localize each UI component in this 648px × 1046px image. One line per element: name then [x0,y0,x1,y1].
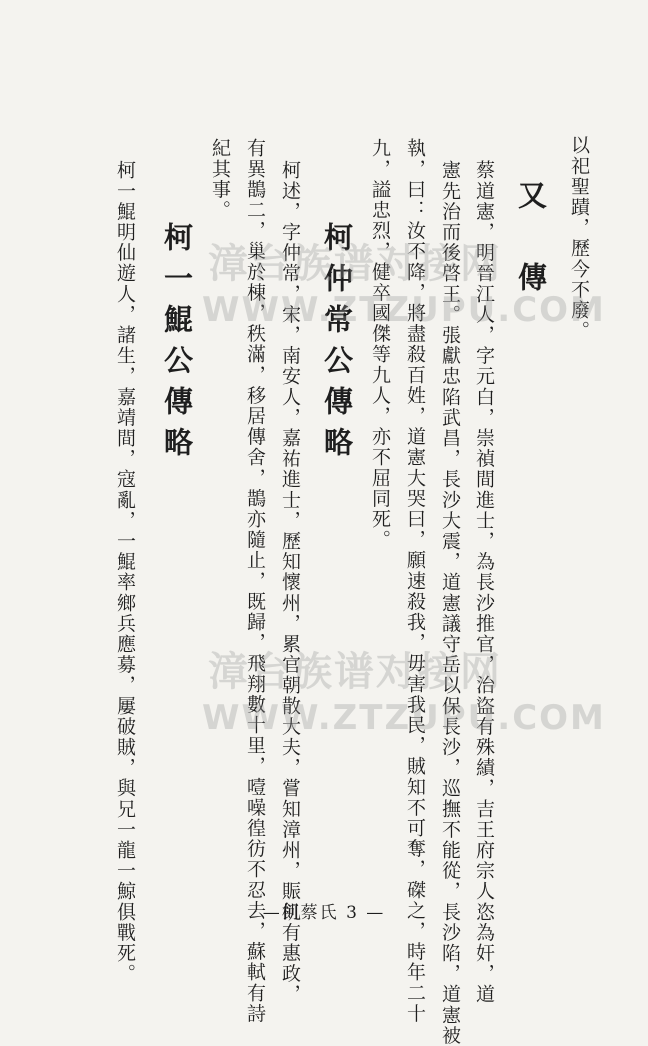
text-column-1: 以祀聖蹟，歷今不廢。 [568,135,590,341]
text-column-10: 紀其事。 [209,138,231,221]
text-column-12: 柯一鯤明仙遊人，諸生，嘉靖間，寇亂，一鯤率鄉兵應募，屢破賊，與兄一龍一鯨俱戰死。 [114,160,136,984]
text-column-4: 憲先治而後啓王。張獻忠陷武昌，長沙大震，道憲議守岳以保長沙，巡撫不能從，長沙陷，道憲被 [439,160,461,1046]
text-column-9: 有異鵲二，巢於棟，秩滿，移居傳舍，鵲亦隨止，既歸，飛翔數十里，噎噪徨彷不忍去，蘇軾有詩 [244,138,266,1024]
text-column-8: 柯述，字仲常，宋，南安人，嘉祐進士，歷知懷州，累官朝散大夫，嘗知漳州，賑飢有惠政， [279,160,301,1005]
watermark-chinese-top: 漳台族谱对接网 [208,241,502,287]
watermark-chinese-bottom: 漳台族谱对接网 [208,649,502,695]
text-column-6: 九，謚忠烈，健卒國傑等九人，亦不屈同死。 [369,138,391,550]
watermark-latin-top: WWW.ZTZUPU.COM [202,290,606,330]
section-heading-you-zhuan: 又 傳 [514,180,548,303]
section-heading-ke-yikun: 柯一鯤公傳略 [160,222,194,468]
page-footer: —柯蔡氏 3 — [262,903,386,923]
section-heading-ke-zhongchang: 柯仲常公傳略 [320,222,354,468]
text-column-3: 蔡道憲，明晉江人，字元白，崇禎間進士，為長沙推官，治盜有殊績，吉王府宗人恣為奸，道 [473,160,495,1005]
text-column-5: 執，曰：汝不降，將盡殺百姓，道憲大哭曰，願速殺我，毋害我民，賊知不可奪，磔之，時年二十 [404,138,426,1024]
watermark-latin-bottom: WWW.ZTZUPU.COM [202,698,606,738]
